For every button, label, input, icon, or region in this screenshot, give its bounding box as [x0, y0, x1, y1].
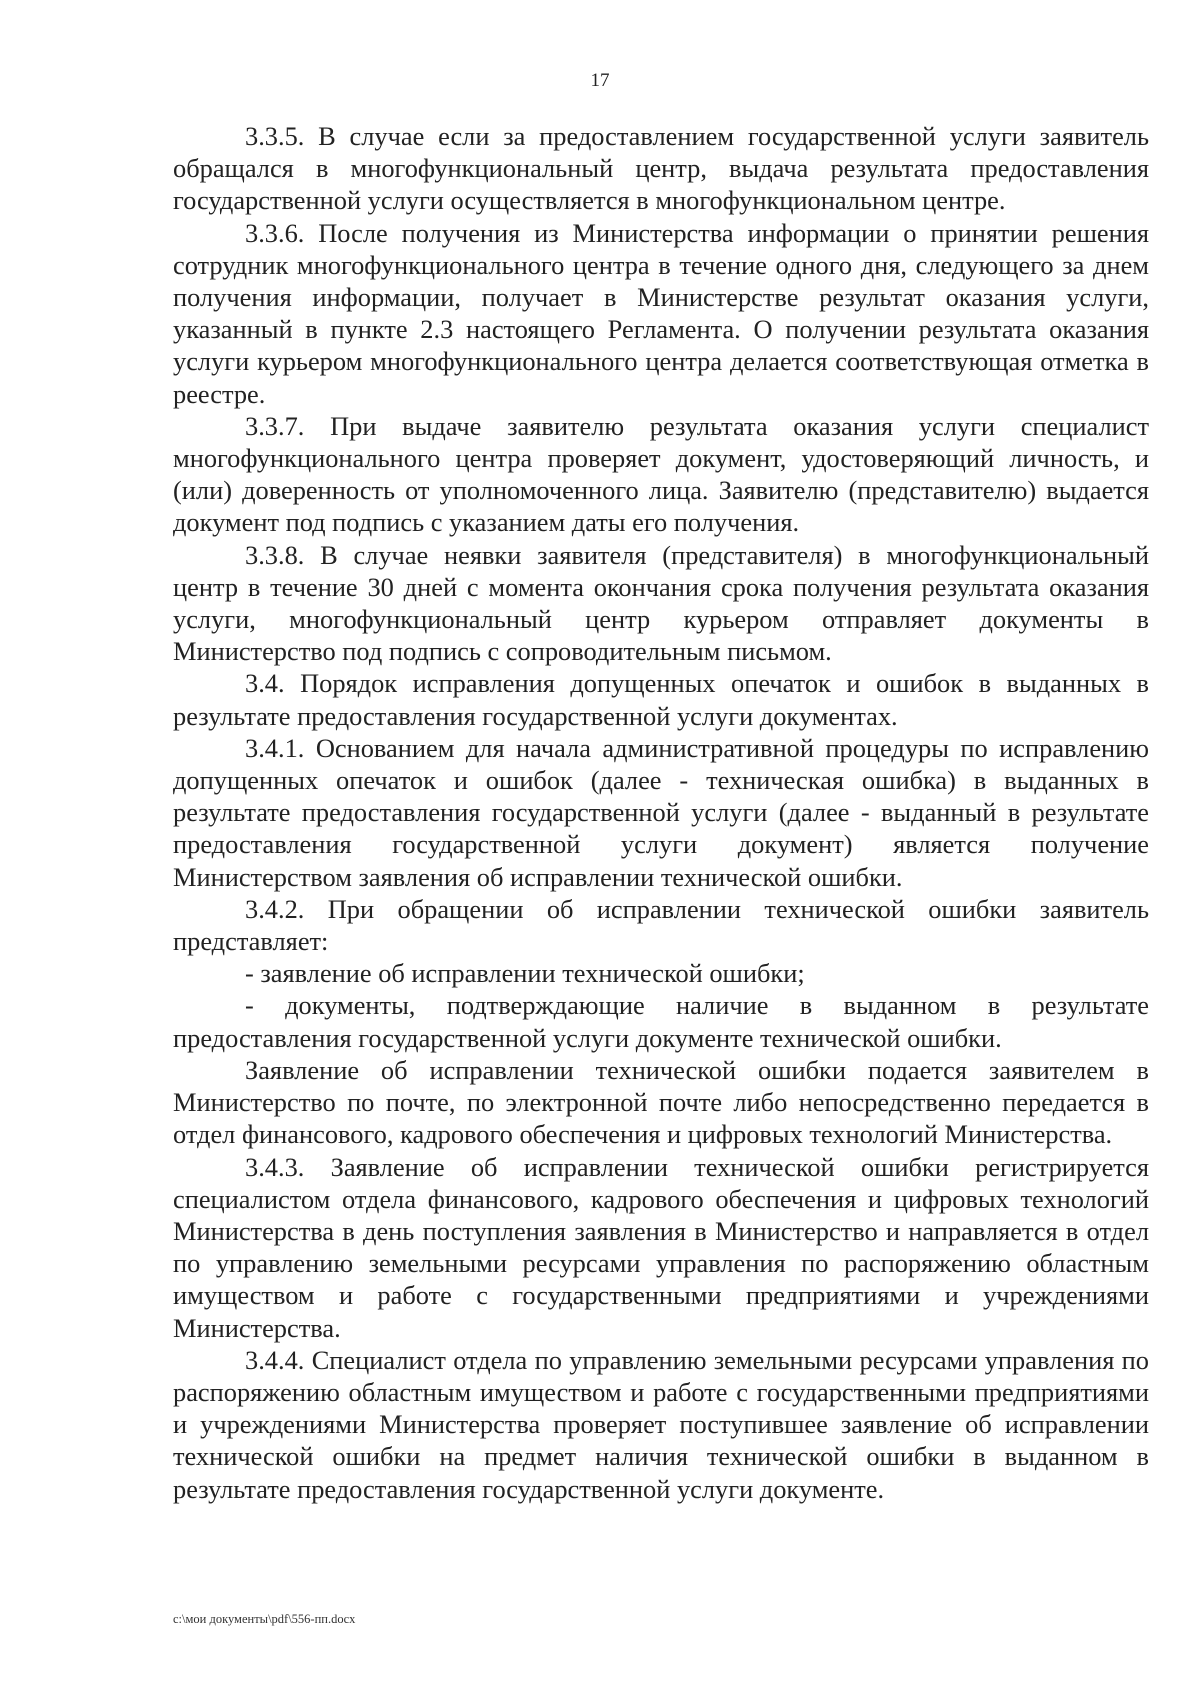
- paragraph-3-4-4: 3.4.4. Специалист отдела по управлению земельными ресурсами управления по распоряжению областным имуществом и работе с государственными предприятиями и учреждениями Министерства проверяет поступившее заявление об исправлении технической ошибки на предмет наличия технической ошибки в выданном в результате предоставления государственной услуги документе.: [173, 1344, 1149, 1504]
- footer-file-path: c:\мои документы\pdf\556-пп.docx: [173, 1612, 356, 1626]
- paragraph-3-3-6: 3.3.6. После получения из Министерства информации о принятии решения сотрудник многофункционального центра в течение одного дня, следующего за днем получения информации, получает в Министерстве результат оказания услуги, указанный в пункте 2.3 настоящего Регламента. О получении результата оказания услуги курьером многофункционального центра делается соответствующая отметка в реестре.: [173, 217, 1149, 409]
- paragraph-3-3-5: 3.3.5. В случае если за предоставлением государственной услуги заявитель обращался в многофункциональный центр, выдача результата предоставления государственной услуги осуществляется в многофункциональном центре.: [173, 121, 1149, 216]
- paragraph-3-3-8: 3.3.8. В случае неявки заявителя (представителя) в многофункциональный центр в течение 30 дней с момента окончания срока получения результата оказания услуги, многофункциональный центр курьером отправляет документы в Министерство под подпись с сопроводительным письмом.: [173, 539, 1149, 667]
- paragraph-application-submission: Заявление об исправлении технической ошибки подается заявителем в Министерство по почте, по электронной почте либо непосредственно передается в отдел финансового, кадрового обеспечения и цифровых технологий Министерства.: [173, 1054, 1149, 1150]
- paragraph-3-4-1: 3.4.1. Основанием для начала административной процедуры по исправлению допущенных опечаток и ошибок (далее - техническая ошибка) в выданных в результате предоставления государственной услуги (далее - выданный в результате предоставления государственной услуги документ) является получение Министерством заявления об исправлении технической ошибки.: [173, 732, 1149, 892]
- paragraph-3-4-2: 3.4.2. При обращении об исправлении технической ошибки заявитель представляет:: [173, 893, 1149, 957]
- page-number: 17: [590, 70, 610, 91]
- document-body: [173, 120, 1149, 1505]
- paragraph-3-4: 3.4. Порядок исправления допущенных опечаток и ошибок в выданных в результате предоставления государственной услуги документах.: [173, 668, 1149, 731]
- list-item-documents: - документы, подтверждающие наличие в выданном в результате предоставления государственной услуги документе технической ошибки.: [173, 990, 1149, 1053]
- list-item-application: - заявление об исправлении технической ошибки;: [245, 958, 805, 989]
- paragraph-3-3-7: 3.3.7. При выдаче заявителю результата оказания услуги специалист многофункционального центра проверяет документ, удостоверяющий личность, и (или) доверенность от уполномоченного лица. Заявителю (представителю) выдается документ под подпись с указанием даты его получения.: [173, 410, 1149, 538]
- paragraph-3-4-3: 3.4.3. Заявление об исправлении технической ошибки регистрируется специалистом отдела финансового, кадрового обеспечения и цифровых технологий Министерства в день поступления заявления в Министерство и направляется в отдел по управлению земельными ресурсами управления по распоряжению областным имуществом и работе с государственными предприятиями и учреждениями Министерства.: [173, 1151, 1149, 1343]
